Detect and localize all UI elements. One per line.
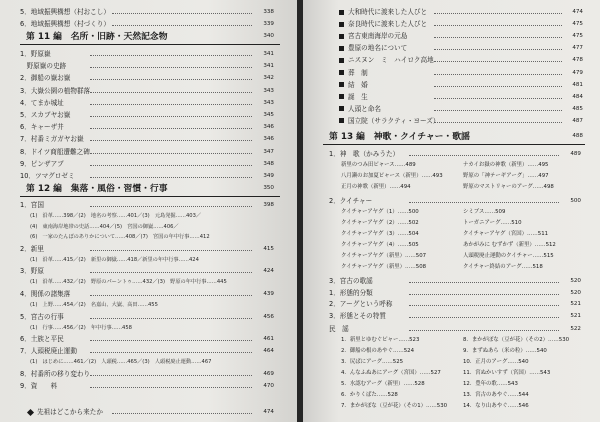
toc-entry: 5．スカブヤお嶽 345 xyxy=(20,111,274,119)
toc-entry: 2．クイチャー 500 xyxy=(329,197,581,205)
toc-entry: 3．形態とその特質 521 xyxy=(329,311,581,320)
toc-song-right: あかがみに むずかず（新里）……512 xyxy=(463,242,556,248)
square-bullet-icon xyxy=(339,94,344,99)
toc-song-left: 2．御船の根のあやぐ……524 xyxy=(341,348,415,354)
toc-song-left: 1．新里とゆむぐピャー……523 xyxy=(341,337,420,343)
toc-song-left: 7．まかがぽな（豆が花）（その1）……530 xyxy=(341,403,448,409)
square-bullet-icon xyxy=(339,70,344,75)
chapter-rule xyxy=(20,196,280,197)
toc-song-right: 9．まずぬあら（米の粒）……540 xyxy=(463,348,547,354)
square-bullet-icon xyxy=(339,106,344,111)
toc-entry: 1．形態的分類 520 xyxy=(329,288,581,297)
toc-song-left: クイチャーアヤグ（2）……502 xyxy=(341,220,419,226)
toc-song-right: 11．宮ぬかいすず（宮国）……543 xyxy=(463,370,551,376)
toc-entry: 国立院（サラクティ・ヨーズ） 487 xyxy=(339,115,591,128)
chapter-11-title: 第 11 編 名所・旧跡・天然記念物 xyxy=(26,32,168,42)
toc-entry: ニスヌン ミ ハイロク高地 478 xyxy=(339,54,591,67)
toc-entry: 豊原の地名について 477 xyxy=(339,42,591,55)
toc-subentry: (4) 東南海岸地帯の史話……404／(5) 宮国の御嶽……406／ xyxy=(30,223,179,230)
toc-song-left: クイチャーアヤグ（新里）……507 xyxy=(341,253,427,259)
toc-song-left: 新里のつみ田ピャース……489 xyxy=(341,162,416,168)
toc-song-left: クイチャーアヤグ（新里）……508 xyxy=(341,264,427,270)
toc-song-right: ナカイお嶽の神歌（新里）……495 xyxy=(463,162,549,168)
toc-entry: 葬 制 479 xyxy=(339,67,591,80)
toc-subentry: (1) 沿革……415／(2) 新里の御嶽……418／新里の年中行事……424 xyxy=(30,256,199,263)
toc-subentry: (1) はじめに……461／(2) 人頭税……465／(3) 人頭税廃止運動……467 xyxy=(30,359,212,366)
toc-entry: 結 婚 481 xyxy=(339,79,591,92)
toc-song-right: シミブス……509 xyxy=(463,209,506,215)
chapter-13-title: 第 13 編 神歌・クイチャー・歌謡 xyxy=(329,132,470,142)
toc-entry: 10．ツマグロゼミ 349 xyxy=(20,172,274,180)
toc-song-right: 14．なり山あやぐ……546 xyxy=(463,403,529,409)
toc-song-left: 5．水認むアーグ（新里）……528 xyxy=(341,381,425,387)
toc-entry: 3．大嶽公園の植物群落 343 xyxy=(20,86,274,95)
toc-song-right: 12．豊年の歌……543 xyxy=(463,381,518,387)
toc-entry: 8．ドイツ商船遭難之碑 347 xyxy=(20,147,274,156)
chapter-rule xyxy=(323,144,585,145)
toc-subentry: (1) 沿革……398／(2) 地名の考察……401／(3) 元島発掘……403／ xyxy=(30,213,202,219)
toc-song-left: クイチャーアヤグ（1）……500 xyxy=(341,209,419,215)
toc-subentry: (1) 沿革……432／(2) 野原のパーントゥ……432／(3) 野原の年中行事……445 xyxy=(30,279,227,286)
square-bullet-icon xyxy=(339,118,344,123)
toc-song-left: クイチャーアヤグ（3）……504 xyxy=(341,231,419,237)
toc-entry: 1．宮国 398 xyxy=(20,201,274,209)
toc-entry: 2．新里 415 xyxy=(20,244,274,253)
toc-entry: 宮古東南海岸の元島 475 xyxy=(339,30,591,43)
toc-entry: 4．関係の諸集落 439 xyxy=(20,290,274,298)
square-bullet-icon xyxy=(339,10,344,15)
toc-entry: 7．村番ミガガヤお嶽 346 xyxy=(20,135,274,144)
toc-song-right: 13．宮古のあやぐ……544 xyxy=(463,392,529,398)
toc-song-right: トーガニアーグ……510 xyxy=(463,220,522,226)
square-bullet-icon xyxy=(339,82,344,87)
square-bullet-icon xyxy=(339,58,344,63)
square-bullet-icon xyxy=(339,22,344,27)
toc-song-right: 10．正月のアーグ……540 xyxy=(463,359,529,365)
toc-entry: 8．村番所の移り変わり 469 xyxy=(20,369,274,378)
right-page: 第 13 編 神歌・クイチャー・歌謡 488 大和時代に渡来した人びと 474 奈良時代に渡来した人びと 475 宮古東南海岸の元島 475 豊原の地名について 477 ニスヌン ミ ハイロク高地 478 葬 制 479 結 婚 481 誕 生 484 人頭と命名 485 国立院（サラクティ・ヨーズ） 487 1．神 歌（かみうた） 489 新里のつみ田ピャース……489 ナカイお嶽の神歌（新里）……495 八月瀬のお加夏ピャース（新里）……493 野原の「神テーギアーグ」……497 正月の神歌（新里）……494 野原のマストリャーのアーグ……498 2．クイチャー 500 クイチャーアヤグ（1）……500 シミブス……509 クイチャーアヤグ（2）……502 トーガニアーグ……510 クイチャーアヤグ（3）……504 クイチャーアヤグ（宮国）……511 クイチャーアヤグ（4）……505 あかがみに むずかず（新里）……512 クイチャーアヤグ（新里）……507 人頭税廃止運動のクイチャー……515 クイチャーアヤグ（新里）……508 クイチャー終結のアーグ……518 3．宮古の歌謡 520 1．形態的分類 520 2．アーグという呼称 521 3．形態とその特質 521 民 謡 522 1．新里とゆむぐピャー……523 8．まかがぽな（豆が花）（その2）……530 2．御船の根のあやぐ……524 9．まずぬあら（米の粒）……540 3．尻ぱにアーグ……525 10．正月のアーグ……540 4．んなふぬあにアーグ（宮国）……527 11．宮ぬかいすず（宮国）……543 5．水認むアーグ（新里）……528 12．豊年の歌……543 6．かりくばた……528 13．宮古のあやぐ……544 7．まかがぽな（豆が花）（その1）……530 14．なり山あやぐ……546 xyxy=(303,0,600,422)
toc-entry: 奈良時代に渡来した人びと 475 xyxy=(339,18,591,31)
square-bullet-icon xyxy=(339,46,344,51)
toc-song-left: 3．尻ぱにアーグ……525 xyxy=(341,359,404,365)
toc-song-left: 4．んなふぬあにアーグ（宮国）……527 xyxy=(341,370,441,376)
toc-song-right: クイチャーアヤグ（宮国）……511 xyxy=(463,231,549,237)
toc-entry: 4．てまか城址 343 xyxy=(20,98,274,107)
diamond-bullet-icon xyxy=(27,408,34,415)
toc-entry: 3．宮古の歌謡 520 xyxy=(329,277,581,285)
toc-song-left: 正月の神歌（新里）……494 xyxy=(341,184,411,190)
toc-song-right: 野原のマストリャーのアーグ……498 xyxy=(463,184,554,190)
toc-entry: 6．キャーザ井 346 xyxy=(20,123,274,132)
square-bullet-icon xyxy=(339,34,344,39)
chapter-rule xyxy=(20,44,280,45)
toc-subentry: (6) 一家のたんぼのありかについて……408／(7) 宮国の年中行事……412 xyxy=(30,234,210,241)
toc-song-right: 8．まかがぽな（豆が花）（その2）……530 xyxy=(463,337,570,343)
toc-entry: 大和時代に渡来した人びと 474 xyxy=(339,6,591,19)
toc-entry: 6．地域振興構想（村づくり） 339 xyxy=(20,20,274,28)
toc-subentry: (1) 上野……454／(2) 名嘉山、大嶽、高田……455 xyxy=(30,302,158,308)
toc-entry: 5．宮古の行事 456 xyxy=(20,312,274,321)
toc-entry: 人頭と命名 485 xyxy=(339,103,591,116)
toc-entry: 5．地域振興構想（村おこし） 338 xyxy=(20,8,274,16)
toc-entry: 民 謡 522 xyxy=(329,325,581,333)
toc-entry: 誕 生 484 xyxy=(339,91,591,104)
left-page: 5．地域振興構想（村おこし） 338 6．地域振興構想（村づくり） 339 第 11 編 名所・旧跡・天然記念物 340 第 12 編 集落・風俗・習慣・行事 350 先祖はどこから来たか 474 1．野原嶽 341 野原嶽の史跡 341 2．御船の嶽お嶽 342 3．大嶽公園の植物群落 343 4．てまか城址 343 5．スカブヤお嶽 345 6．キャーザ井 346 7．村番ミガガヤお嶽 346 8．ドイツ商船遭難之碑 347 9．ピンザアブ 348 10．ツマグロゼミ 349 1．宮国 398 (1) 沿革……398／(2) 地名の考察……401／(3) 元島発掘……403／ (4) 東南海岸地帯の史話……404／(5) 宮国の御嶽……406／ (6) 一家のたんぼのありかについて……408／(7) 宮国の年中行事……412 2．新里 415 (1) 沿革……415／(2) 新里の御嶽……418／新里の年中行事……424 3．野原 424 (1) 沿革……432／(2) 野原のパーントゥ……432／(3) 野原の年中行事……445 4．関係の諸集落 439 (1) 上野……454／(2) 名嘉山、大嶽、高田……455 5．宮古の行事 456 (1) 行事……456／(2) 年中行事……458 6．土族と平民 461 7．人頭税廃止運動 464 (1) はじめに……461／(2) 人頭税……465／(3) 人頭税廃止運動……467 8．村番所の移り変わり 469 9．資 料 470 xyxy=(0,0,297,422)
toc-entry: 6．土族と平民 461 xyxy=(20,335,274,344)
toc-entry: 野原嶽の史跡 341 xyxy=(20,62,274,71)
chapter-12-title: 第 12 編 集落・風俗・習慣・行事 xyxy=(26,184,168,194)
toc-song-left: 八月瀬のお加夏ピャース（新里）……493 xyxy=(341,173,443,179)
toc-song-right: 人頭税廃止運動のクイチャー……515 xyxy=(463,253,554,259)
toc-song-right: 野原の「神テーギアーグ」……497 xyxy=(463,173,549,179)
toc-song-left: 6．かりくばた……528 xyxy=(341,392,398,398)
toc-entry: 2．御船の嶽お嶽 342 xyxy=(20,74,274,83)
toc-entry: 1．野原嶽 341 xyxy=(20,50,274,58)
toc-entry: 9．ピンザアブ 348 xyxy=(20,159,274,168)
toc-entry: 3．野原 424 xyxy=(20,267,274,276)
toc-entry: 2．アーグという呼称 521 xyxy=(329,300,581,308)
toc-entry-footer: 先祖はどこから来たか 474 xyxy=(20,406,280,419)
toc-subentry: (1) 行事……456／(2) 年中行事……458 xyxy=(30,324,132,331)
toc-entry: 9．資 料 470 xyxy=(20,381,274,390)
toc-song-left: クイチャーアヤグ（4）……505 xyxy=(341,242,419,248)
toc-entry: 7．人頭税廃止運動 464 xyxy=(20,347,274,356)
toc-song-right: クイチャー終結のアーグ……518 xyxy=(463,264,543,270)
toc-entry: 1．神 歌（かみうた） 489 xyxy=(329,150,581,158)
